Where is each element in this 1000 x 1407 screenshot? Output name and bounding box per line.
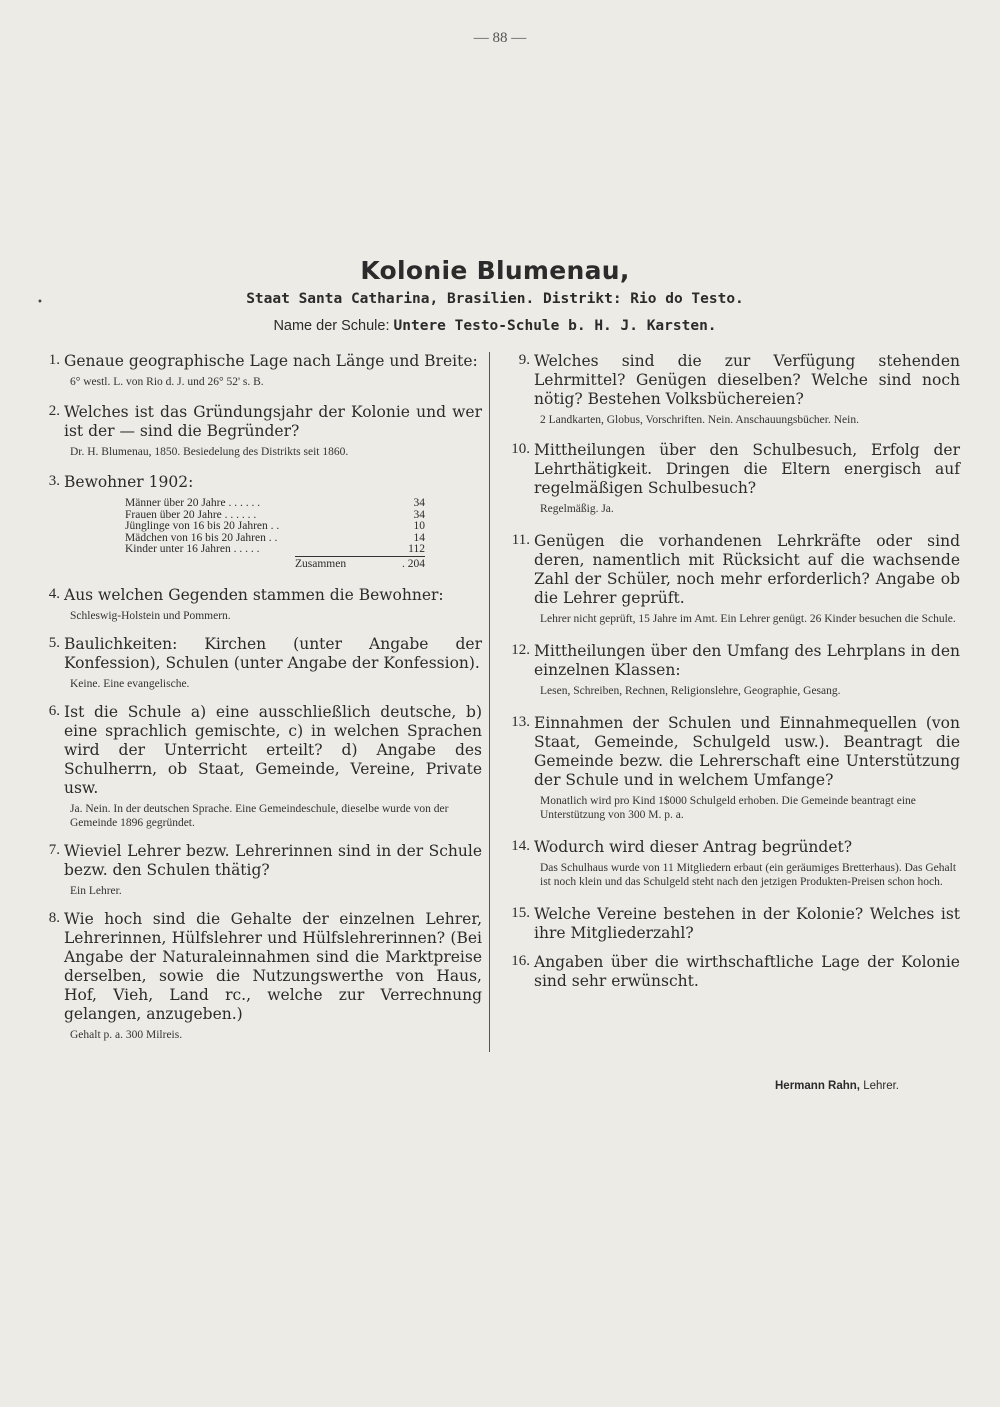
answer-text: Monatlich wird pro Kind 1$000 Schulgeld erhoben. Die Gemeinde beantragt eine Unterstützung von 300 M. p. a. <box>540 795 916 821</box>
question-number: 12. <box>511 642 530 658</box>
school-name: Untere Testo-Schule b. H. J. Karsten. <box>393 318 717 334</box>
answer-text: Keine. Eine evangelische. <box>70 678 190 690</box>
question-text: Wodurch wird dieser Antrag begründet? <box>534 838 853 856</box>
school-line <box>0 318 990 334</box>
question-item <box>30 842 482 898</box>
left-column <box>30 352 482 1054</box>
question-number: 14. <box>511 838 530 854</box>
question-text: Aus welchen Gegenden stammen die Bewohner: <box>64 586 444 604</box>
population-label: Mädchen von 16 bis 20 Jahren . . <box>125 531 278 544</box>
question-item <box>30 473 482 570</box>
question-text: Angaben über die wirthschaftliche Lage der Kolonie sind sehr erwünscht. <box>534 953 960 990</box>
question-number: 5. <box>48 635 60 651</box>
question-item <box>500 352 960 427</box>
question-text: Genaue geographische Lage nach Länge und Breite: <box>64 352 478 370</box>
question-number: 7. <box>48 842 60 858</box>
question-text: Bewohner 1902: <box>64 473 194 491</box>
population-label: Kinder unter 16 Jahren . . . . . <box>125 543 260 555</box>
answer-text: Regelmäßig. Ja. <box>540 503 614 515</box>
answer-text: Das Schulhaus wurde von 11 Mitgliedern erbaut (ein geräumiges Bretterhaus). Das Gehalt ist noch klein und das Schulgeld steht nach den jetzigen Produkten-Preisen schon hoch. <box>540 862 957 888</box>
question-text: Welche Vereine bestehen in der Kolonie? Welches ist ihre Mitgliederzahl? <box>534 905 960 942</box>
answer-text: 2 Landkarten, Globus, Vorschriften. Nein. Anschauungsbücher. Nein. <box>540 414 859 426</box>
question-number: 1. <box>48 352 60 368</box>
population-row <box>125 544 425 556</box>
answer-text: 6° westl. L. von Rio d. J. und 26° 52' s. B. <box>70 376 264 388</box>
question-number: 6. <box>48 703 60 719</box>
school-label: Name der Schule: <box>273 318 390 334</box>
question-number: 11. <box>511 532 530 548</box>
question-text: Wieviel Lehrer bezw. Lehrerinnen sind in der Schule bezw. den Schulen thätig? <box>64 842 482 879</box>
population-total <box>295 556 425 571</box>
question-number: 16. <box>511 953 530 969</box>
page-title: Kolonie Blumenau, <box>360 256 630 285</box>
question-item <box>500 441 960 516</box>
question-number: 15. <box>511 905 530 921</box>
population-label: Frauen über 20 Jahre . . . . . . <box>125 508 257 521</box>
question-number: 8. <box>48 910 60 926</box>
question-text: Welches sind die zur Verfügung stehenden Lehrmittel? Genügen dieselben? Welche sind noch nötig? Bestehen Volksbüchereien? <box>534 352 960 408</box>
signature-role: Lehrer. <box>863 1080 900 1092</box>
signature <box>775 1080 899 1092</box>
right-column <box>500 352 960 1003</box>
population-row <box>125 498 425 510</box>
question-item <box>30 403 482 459</box>
population-value: 10 <box>413 520 425 532</box>
question-text: Genügen die vorhandenen Lehrkräfte oder sind deren, namentlich mit Rücksicht auf die wachsende Zahl der Schüler, noch mehr erforderlich? Angabe ob die Lehrer geprüft. <box>534 532 960 607</box>
question-item <box>30 910 482 1042</box>
question-item <box>500 838 960 889</box>
question-number: 4. <box>48 586 60 602</box>
answer-text: Dr. H. Blumenau, 1850. Besiedelung des Distrikts seit 1860. <box>70 446 349 458</box>
question-text: Welches ist das Gründungsjahr der Kolonie und wer ist der — sind die Begründer? <box>64 403 482 440</box>
question-number: 9. <box>518 352 530 368</box>
question-item <box>30 586 482 623</box>
population-value: 14 <box>413 531 425 544</box>
total-value: . 204 <box>402 557 425 570</box>
question-number: 10. <box>511 441 530 457</box>
question-item <box>500 532 960 626</box>
question-item <box>500 714 960 822</box>
population-value: 34 <box>413 497 425 509</box>
question-text: Mittheilungen über den Schulbesuch, Erfolg der Lehrthätigkeit. Dringen die Eltern energisch auf regelmäßigen Schulbesuch? <box>534 441 960 497</box>
question-number: 13. <box>511 714 530 730</box>
answer-text: Ein Lehrer. <box>70 885 122 897</box>
question-item <box>30 352 482 389</box>
population-table <box>125 498 425 570</box>
answer-text: Ja. Nein. In der deutschen Sprache. Eine Gemeindeschule, dieselbe wurde von der Gemeinde 1896 gegründet. <box>70 803 449 829</box>
answer-text: Lesen, Schreiben, Rechnen, Religionslehre, Geographie, Gesang. <box>540 685 841 697</box>
signature-name: Hermann Rahn, <box>775 1080 860 1092</box>
question-text: Wie hoch sind die Gehalte der einzelnen Lehrer, Lehrerinnen, Hülfslehrer und Hülfslehrerinnen? (Bei Angabe der Naturaleinnahmen sind die Marktpreise derselben, sowie die Nutzungswerthe von Haus, Hof, Vieh, Land rc., welche zur Verrechnung gelangen, anzugeben.) <box>64 910 482 1023</box>
question-number: 2. <box>48 403 60 419</box>
population-value: 112 <box>408 543 425 555</box>
page-number: — 88 — <box>473 30 527 46</box>
question-item <box>30 703 482 830</box>
bullet-mark: • <box>37 297 43 308</box>
total-label: Zusammen <box>295 557 347 570</box>
question-number: 3. <box>48 473 60 489</box>
question-text: Baulichkeiten: Kirchen (unter Angabe der Konfession), Schulen (unter Angabe der Konfession). <box>64 635 482 672</box>
population-label: Männer über 20 Jahre . . . . . . <box>125 497 261 509</box>
question-text: Mittheilungen über den Umfang des Lehrplans in den einzelnen Klassen: <box>534 642 960 679</box>
answer-text: Schleswig-Holstein und Pommern. <box>70 610 231 622</box>
column-divider <box>489 352 490 1052</box>
answer-text: Lehrer nicht geprüft, 15 Jahre im Amt. Ein Lehrer genügt. 26 Kinder besuchen die Schule. <box>540 613 956 625</box>
subtitle: Staat Santa Catharina, Brasilien. Distrikt: Rio do Testo. <box>246 291 744 307</box>
question-item <box>500 953 960 991</box>
answer-text: Gehalt p. a. 300 Milreis. <box>70 1029 183 1041</box>
question-item <box>30 635 482 691</box>
population-label: Jünglinge von 16 bis 20 Jahren . . <box>125 520 280 532</box>
question-item <box>500 642 960 698</box>
question-text: Ist die Schule a) eine ausschließlich deutsche, b) eine sprachlich gemischte, c) in welchen Sprachen wird der Unterricht erteilt? d) Angabe des Schulherrn, ob Staat, Gemeinde, Vereine, Private usw. <box>64 703 482 797</box>
population-value: 34 <box>413 508 425 521</box>
question-text: Einnahmen der Schulen und Einnahmequellen (von Staat, Gemeinde, Schulgeld usw.). Beantragt die Gemeinde bezw. die Lehrerschaft eine Unterstützung der Schule und in welchem Umfange? <box>534 714 960 789</box>
question-item <box>500 905 960 943</box>
population-row <box>125 521 425 533</box>
